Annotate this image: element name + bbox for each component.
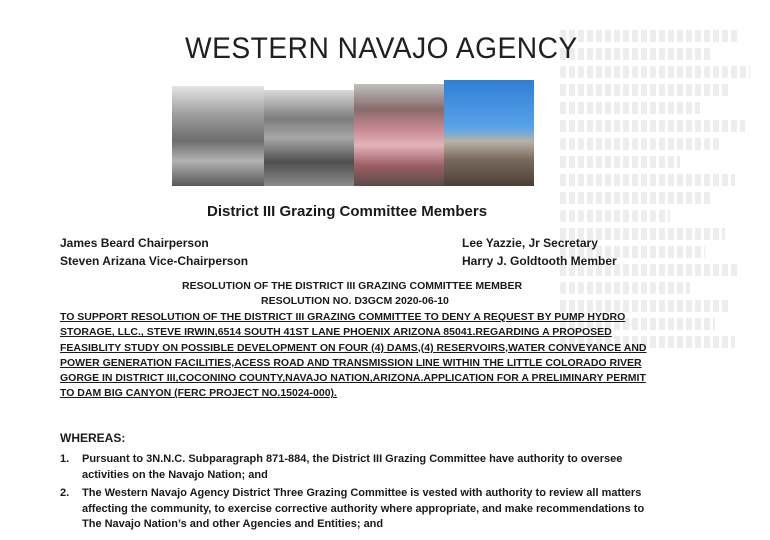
agency-title: WESTERN NAVAJO AGENCY [185, 32, 578, 65]
resolution-body [60, 310, 660, 402]
clause-text: Pursuant to 3N.N.C. Subparagraph 871-884, the District III Grazing Committee have authority to oversee activities on the Navajo Nation; and [82, 453, 623, 481]
resolution-line: POWER GENERATION FACILITIES,ACESS ROAD AND TRANSMISSION LINE WITHIN THE LITTLE COLORADO RIVER [60, 356, 642, 369]
resolution-line: TO DAM BIG CANYON (FERC PROJECT NO.15024-000). [60, 387, 337, 400]
photo-banner [172, 80, 534, 186]
canyon-photo [172, 86, 264, 186]
desert-sky-photo [444, 80, 534, 186]
clause-number: 1. [60, 453, 70, 465]
committee-title: District III Grazing Committee Members [207, 203, 488, 220]
clause-text: The Western Navajo Agency District Three Grazing Committee is vested with authority to review all matters affecting the community, to exercise corrective authority where appropriate, and make recommendations to The Navajo Nation’s and other Agencies and Entities; and [82, 487, 645, 530]
bleed-through-text [560, 30, 770, 354]
clause-number: 2. [60, 487, 70, 499]
resolution-line: TO SUPPORT RESOLUTION OF THE DISTRICT III GRAZING COMMITTEE TO DENY A REQUEST BY PUMP HYDRO [60, 311, 626, 323]
resolution-line: FEASIBLITY STUDY ON POSSIBLE DEVELOPMENT ON FOUR (4) DAMS,(4) RESERVOIRS,WATER CONVEYANCE AND [60, 341, 647, 354]
canyon-photo [264, 90, 354, 186]
resolution-line: GORGE IN DISTRICT III,COCONINO COUNTY,NAVAJO NATION,ARIZONA.APPLICATION FOR A PRELIMINARY PERMIT [60, 372, 646, 385]
resolution-number: RESOLUTION NO. D3GCM 2020-06-10 [261, 295, 449, 307]
red-rock-photo [354, 84, 444, 186]
resolution-title: RESOLUTION OF THE DISTRICT III GRAZING COMMITTEE MEMBER [182, 280, 523, 292]
resolution-line: STORAGE, LLC., STEVE IRWIN,6514 SOUTH 41ST LANE PHOENIX ARIZONA 85041.REGARDING A PROPOSED [60, 326, 612, 339]
member-goldtooth: Harry J. Goldtooth Member [462, 254, 617, 268]
member-vice-chairperson: Steven Arizana Vice-Chairperson [60, 254, 249, 268]
member-secretary: Lee Yazzie, Jr Secretary [462, 236, 598, 250]
whereas-heading: WHEREAS: [60, 431, 126, 445]
member-chairperson: James Beard Chairperson [60, 236, 209, 250]
